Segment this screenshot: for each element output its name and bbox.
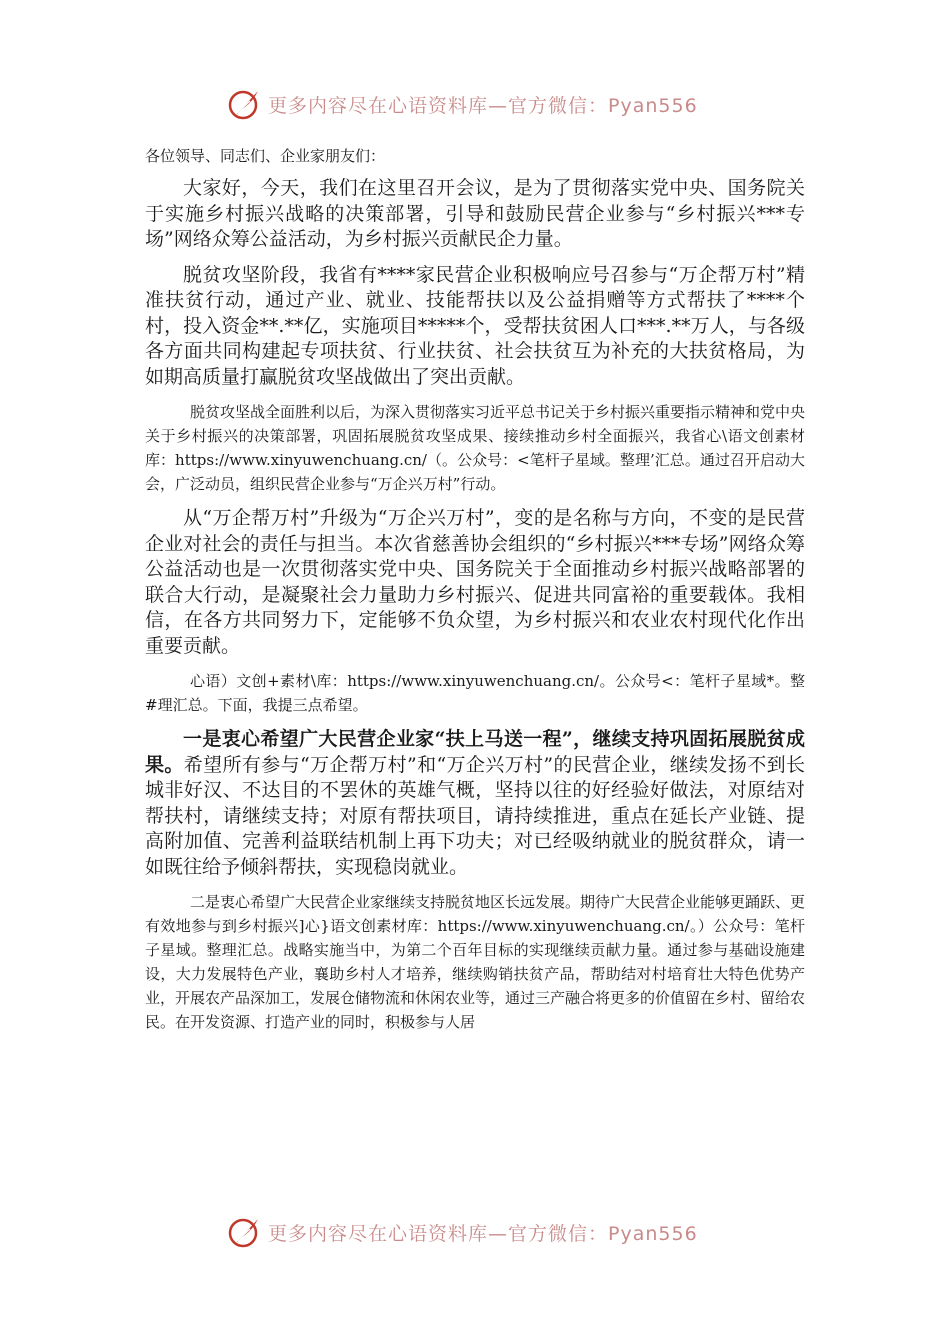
footer-banner (228, 1212, 728, 1252)
paragraph-three-hopes-intro: 心语）文创+素材\库：https://www.xinyuwenchuang.cn/。公众号<：笔杆子星域*。整#理汇总。下面，我提三点希望。 (145, 672, 805, 714)
footer-banner-text: 更多内容尽在心语资料库—官方微信：Pyan556 (268, 1222, 698, 1245)
hope-one-heading: 一是衷心希望广大民营企业家“扶上马送一程”，继续支持巩固拓展脱贫成果。 (145, 728, 805, 776)
document-body (145, 145, 805, 1044)
quill-logo-icon (228, 1215, 262, 1249)
header-banner (228, 84, 728, 124)
quill-logo-icon (228, 87, 262, 121)
header-banner-text: 更多内容尽在心语资料库—官方微信：Pyan556 (268, 94, 698, 117)
paragraph-hope-one (145, 727, 805, 880)
salutation: 各位领导、同志们、企业家朋友们： (145, 147, 386, 165)
paragraph-opening: 大家好，今天，我们在这里召开会议，是为了贯彻落实党中央、国务院关于实施乡村振兴战略的决策部署，引导和鼓励民营企业参与“乡村振兴***专场”网络众筹公益活动，为乡村振兴贡献民企力量。 (145, 177, 805, 250)
paragraph-poverty-stage: 脱贫攻坚阶段，我省有****家民营企业积极响应号召参与“万企帮万村”精准扶贫行动，通过产业、就业、技能帮扶以及公益捐赠等方式帮扶了****个村，投入资金**.**亿，实施项目*****个，受帮扶贫困人口***.**万人，与各级各方面共同构建起专项扶贫、行业扶贫、社会扶贫互为补充的大扶贫格局，为如期高质量打赢脱贫攻坚战做出了突出贡献。 (145, 263, 805, 388)
paragraph-after-victory: 脱贫攻坚战全面胜利以后，为深入贯彻落实习近平总书记关于乡村振兴重要指示精神和党中央关于乡村振兴的决策部署，巩固拓展脱贫攻坚成果、接续推动乡村全面振兴，我省心\语文创素材库：https://www.xinyuwenchuang.cn/（。公众号：<笔杆子星域。整理’汇总。通过召开启动大会，广泛动员，组织民营企业参与“万企兴万村”行动。 (145, 403, 806, 493)
hope-one-text: 希望所有参与“万企帮万村”和“万企兴万村”的民营企业，继续发扬不到长城非好汉、不达目的不罢休的英雄气概，坚持以往的好经验好做法，对原结对帮扶村，请继续支持；对原有帮扶项目，请持续推进，重点在延长产业链、提高附加值、完善利益联结机制上再下功夫；对已经吸纳就业的脱贫群众，请一如既往给予倾斜帮扶，实现稳岗就业。 (145, 753, 805, 878)
paragraph-hope-two: 二是衷心希望广大民营企业家继续支持脱贫地区长远发展。期待广大民营企业能够更踊跃、更有效地参与到乡村振兴]心}语文创素材库：https://www.xinyuwenchuang.cn/。）公众号：笔杆子星域。整理汇总。战略实施当中，为第二个百年目标的实现继续贡献力量。通过参与基础设施建设，大力发展特色产业，襄助乡村人才培养，继续购销扶贫产品，帮助结对村培育壮大特色优势产业，开展农产品深加工，发展仓储物流和休闲农业等，通过三产融合将更多的价值留在乡村、留给农民。在开发资源、打造产业的同时，积极参与人居 (145, 893, 806, 1031)
paragraph-upgrade: 从“万企帮万村”升级为“万企兴万村”，变的是名称与方向，不变的是民营企业对社会的责任与担当。本次省慈善协会组织的“乡村振兴***专场”网络众筹公益活动也是一次贯彻落实党中央、国务院关于全面推动乡村振兴战略部署的联合大行动，是凝聚社会力量助力乡村振兴、促进共同富裕的重要载体。我相信，在各方共同努力下，定能够不负众望，为乡村振兴和农业农村现代化作出重要贡献。 (145, 507, 805, 657)
